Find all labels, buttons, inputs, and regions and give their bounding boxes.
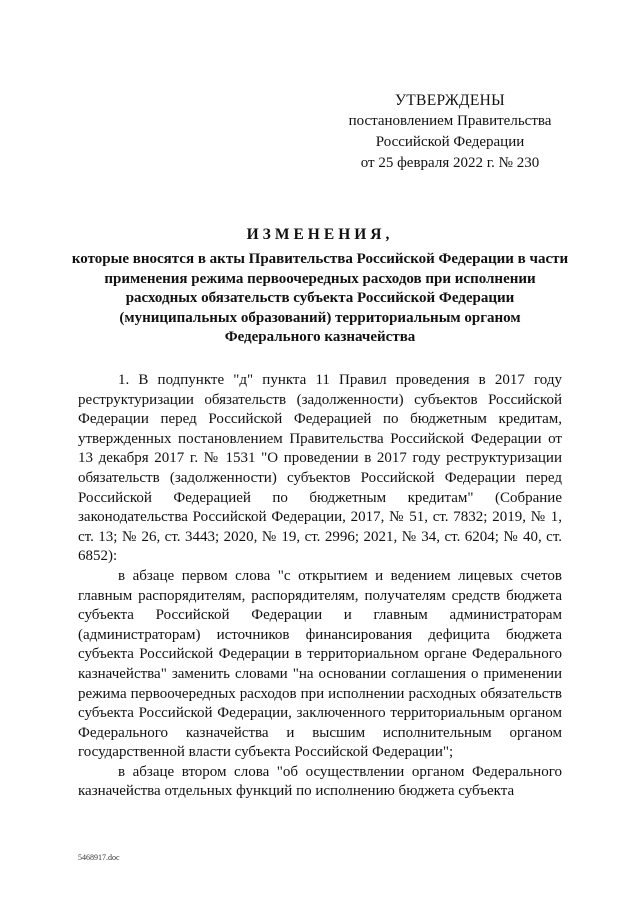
approval-line-decree: постановлением Правительства: [348, 113, 552, 129]
paragraph-1: 1. В подпункте "д" пункта 11 Правил проведения в 2017 году реструктуризации обязательств (задолженности) субъектов Российской Федерации перед Российской Федерацией по бюджетным кредитам, утвержденных постановлением Правительства Российской Федерации от 13 декабря 2017 г. № 1531 "О проведении в 2017 году реструктуризации обязательств (задолженности) субъектов Российской Федерации перед Российской Федерацией по бюджетным кредитам" (Собрание законодательства Российской Федерации, 2017, № 51, ст. 7832; 2019, № 1, ст. 13; № 26, ст. 3443; 2020, № 19, ст. 2996; 2021, № 34, ст. 6204; № 40, ст. 6852):: [78, 372, 562, 565]
approval-heading: УТВЕРЖДЕНЫ: [395, 92, 505, 109]
document-body: [78, 371, 562, 802]
paragraph-3: в абзаце втором слова "об осуществлении органом Федерального казначейства отдельных функций по исполнению бюджета субъекта: [78, 763, 562, 800]
approval-line-government: Российской Федерации: [375, 134, 525, 150]
paragraph-2: в абзаце первом слова "с открытием и ведением лицевых счетов главным распорядителям, распорядителям, получателям средств бюджета субъекта Российской Федерации и главным администраторам (администраторам) источников финансирования дефицита бюджета субъекта Российской Федерации в территориальном органе Федерального казначейства" заменить словами "на основании соглашения о применении режима первоочередных расходов при исполнении расходных обязательств субъекта Российской Федерации, заключенного территориальным органом Федерального казначейства и высшим исполнительным органом государственной власти субъекта Российской Федерации";: [78, 567, 562, 761]
document-title: ИЗМЕНЕНИЯ,: [246, 226, 394, 243]
document-subtitle: которые вносятся в акты Правительства Российской Федерации в части применения режима первоочередных расходов при исполнении расходных обязательств субъекта Российской Федерации (муниципальных образований) территориальным органом Федерального казначейства: [71, 251, 569, 345]
approval-line-date-number: от 25 февраля 2022 г. № 230: [360, 155, 540, 171]
approval-block: [330, 90, 570, 174]
file-name-footer: 5468917.doc: [78, 853, 120, 862]
